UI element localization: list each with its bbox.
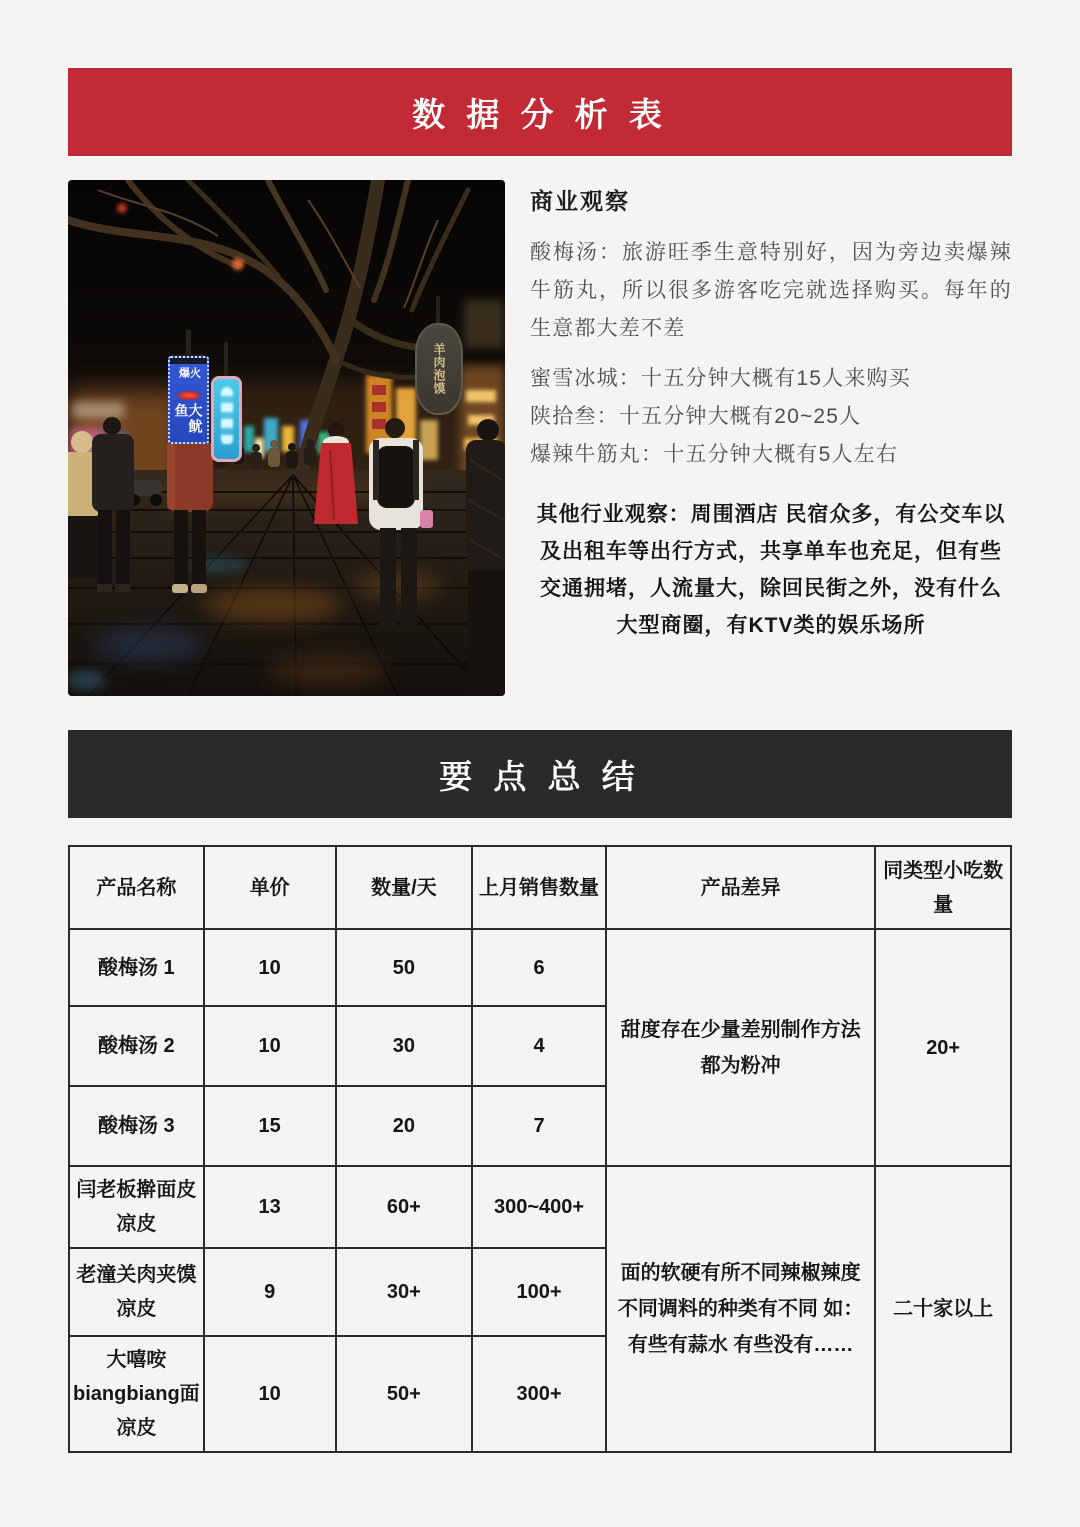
cell-last-month-sales: 6: [472, 929, 606, 1006]
header-product-name: 产品名称: [69, 846, 204, 929]
table-row: [69, 929, 1011, 1006]
observation-line: 陕拾叁：十五分钟大概有20~25人: [530, 405, 862, 428]
header-last-month-sales: 上月销售数量: [472, 846, 606, 929]
cell-unit-price: 10: [204, 1006, 336, 1086]
cell-qty-per-day: 30+: [336, 1248, 473, 1336]
cell-last-month-sales: 300~400+: [472, 1166, 606, 1248]
cell-qty-per-day: 50+: [336, 1336, 473, 1452]
observation-line: 爆辣牛筋丸：十五分钟大概有5人左右: [530, 443, 899, 466]
data-analysis-banner-title: 数 据 分 析 表: [412, 95, 668, 133]
summary-banner-title: 要 点 总 结: [439, 757, 641, 795]
cell-product-name: 酸梅汤 1: [69, 929, 204, 1006]
business-observation: [530, 183, 1012, 665]
blue-sign-main-text: 大鱿鱼: [173, 403, 204, 436]
observation-lead: 酸梅汤：旅游旺季生意特别好，因为旁边卖爆辣牛筋丸，所以很多游客吃完就选择购买。每年的生意都大差不差: [530, 241, 1012, 340]
street-photo-art: [68, 180, 505, 696]
cell-product-name: 大嘻咹 biangbiang面 凉皮: [69, 1336, 204, 1452]
cell-last-month-sales: 100+: [472, 1248, 606, 1336]
cyan-sign: [211, 376, 242, 462]
cell-product-name: 酸梅汤 2: [69, 1006, 204, 1086]
header-product-difference: 产品差异: [606, 846, 875, 929]
cell-unit-price: 13: [204, 1166, 336, 1248]
lantern-sign-text: 羊肉泡馍: [432, 343, 446, 395]
red-neon-decor: [177, 391, 201, 401]
cell-unit-price: 10: [204, 1336, 336, 1452]
cell-qty-per-day: 60+: [336, 1166, 473, 1248]
cell-similar-snack-count: 20+: [875, 929, 1011, 1166]
summary-banner: [68, 730, 1012, 818]
header-qty-per-day: 数量/天: [336, 846, 473, 929]
data-analysis-banner: [68, 68, 1012, 156]
street-photo: [68, 180, 505, 696]
cell-product-difference: 甜度存在少量差别制作方法都为粉冲: [606, 929, 875, 1166]
observation-note: 其他行业观察：周围酒店 民宿众多，有公交车以及出租车等出行方式，共享单车也充足，但有些交通拥堵，人流量大，除回民街之外，没有什么大型商圈，有KTV类的娱乐场所: [536, 503, 1006, 637]
cell-product-name: 老潼关肉夹馍凉皮: [69, 1248, 204, 1336]
cyan-sign-glow: [221, 387, 233, 445]
cell-similar-snack-count: 二十家以上: [875, 1166, 1011, 1452]
cell-unit-price: 10: [204, 929, 336, 1006]
summary-table: [68, 845, 1012, 1453]
cell-product-name: 闫老板擀面皮凉皮: [69, 1166, 204, 1248]
cell-last-month-sales: 4: [472, 1006, 606, 1086]
table-header-row: [69, 846, 1011, 929]
observation-line: 蜜雪冰城：十五分钟大概有15人来购买: [530, 367, 911, 390]
cell-qty-per-day: 30: [336, 1006, 473, 1086]
summary-table-wrap: [68, 845, 1012, 1453]
cell-unit-price: 9: [204, 1248, 336, 1336]
cell-unit-price: 15: [204, 1086, 336, 1166]
cell-product-name: 酸梅汤 3: [69, 1086, 204, 1166]
blue-sign-top-text: 火爆: [177, 366, 201, 380]
table-row: [69, 1166, 1011, 1248]
sign-bracket: [170, 358, 207, 364]
header-unit-price: 单价: [204, 846, 336, 929]
lantern-sign: [415, 323, 463, 415]
observation-title: 商业观察: [530, 188, 630, 214]
header-similar-snack-count: 同类型小吃数量: [875, 846, 1011, 929]
cell-last-month-sales: 7: [472, 1086, 606, 1166]
cell-product-difference: 面的软硬有所不同辣椒辣度不同调料的种类有不同 如：有些有蒜水 有些没有……: [606, 1166, 875, 1452]
cell-qty-per-day: 50: [336, 929, 473, 1006]
cell-last-month-sales: 300+: [472, 1336, 606, 1452]
cell-qty-per-day: 20: [336, 1086, 473, 1166]
blue-squid-sign: [168, 356, 209, 444]
